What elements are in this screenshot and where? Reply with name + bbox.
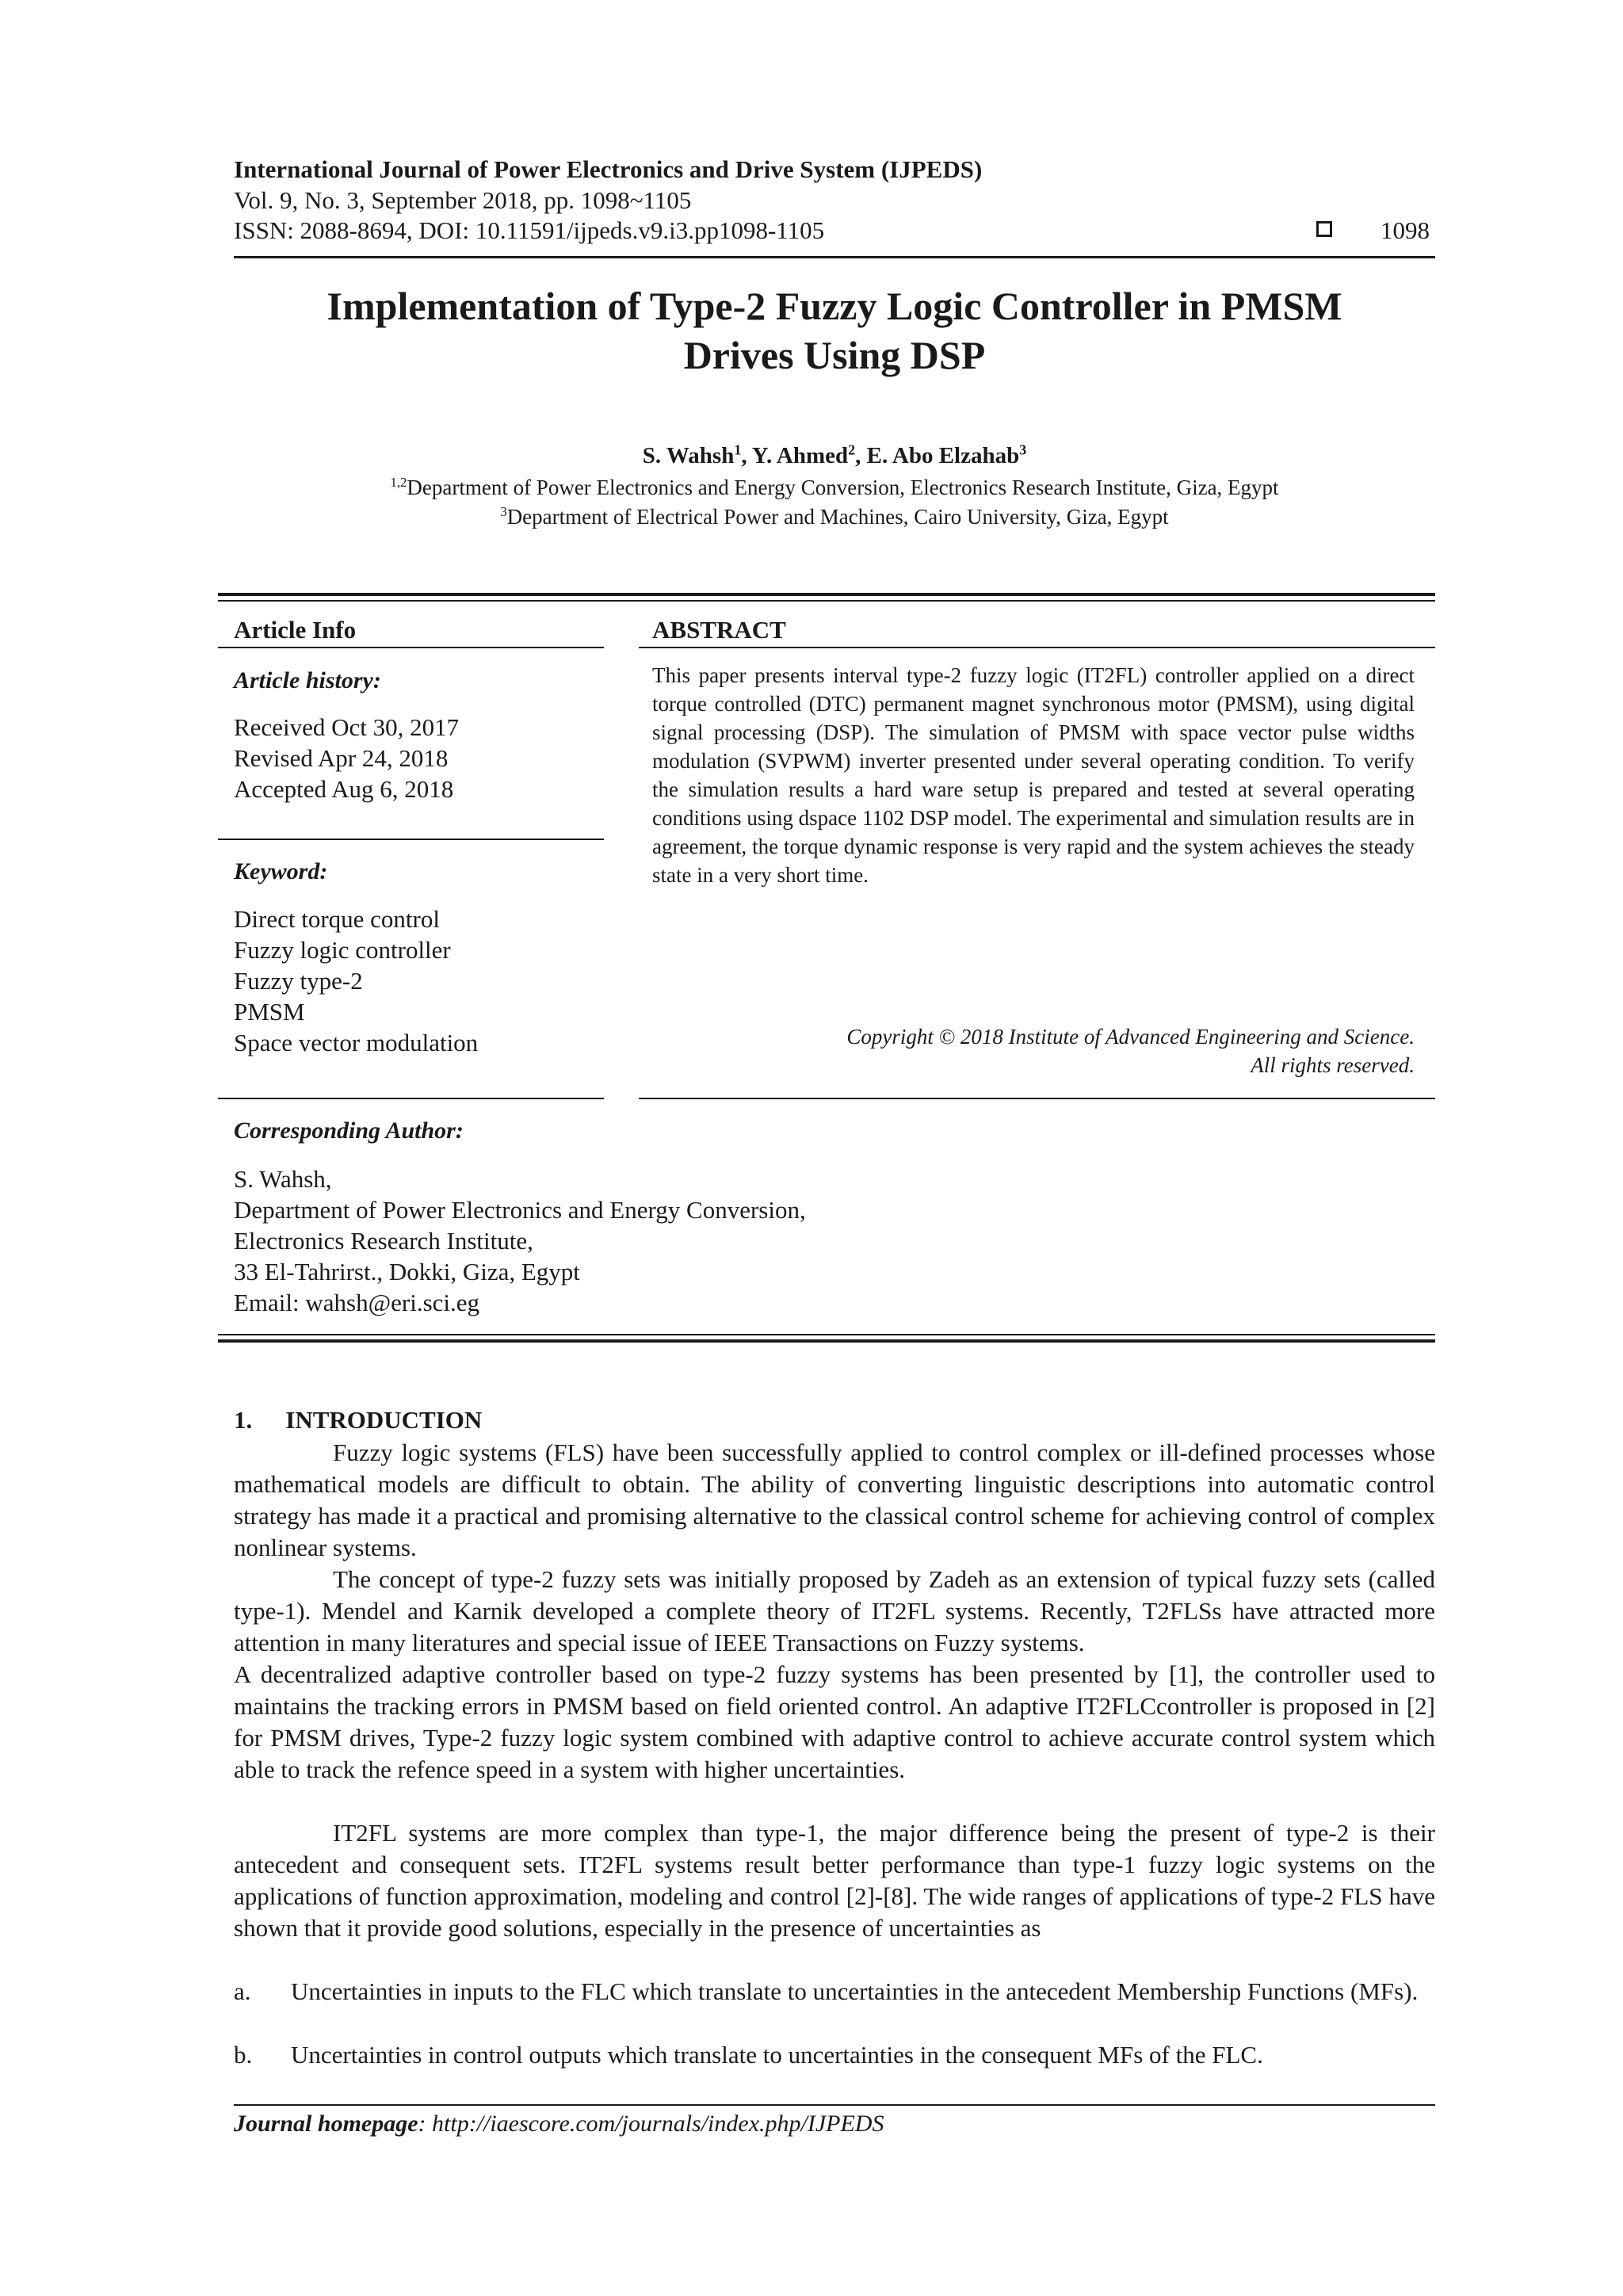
intro-heading-number: 1.: [234, 1406, 253, 1434]
article-history-heading: Article history:: [234, 667, 381, 693]
keyword-list: [234, 904, 478, 1058]
journal-homepage: [234, 2111, 884, 2137]
article-info-heading: Article Info: [234, 616, 357, 644]
author-list: [234, 443, 1435, 469]
paper-title: [234, 281, 1435, 380]
intro-paragraph-2: The concept of type-2 fuzzy sets was initially proposed by Zadeh as an extension of typical fuzzy sets (called type-1). Mendel and Karnik developed a complete theory of IT2FL systems. Recently, T2FLSs have attracted more attention in many literatures and special issue of IEEE Transactions on Fuzzy systems.: [234, 1565, 1435, 1656]
author-1-sup: 1: [734, 441, 742, 458]
abstract-bottom-rule: [639, 1098, 1435, 1099]
abstract-rule: [639, 647, 1435, 648]
keyword-bottom-rule: [218, 1098, 604, 1099]
keyword-item: Fuzzy logic controller: [234, 936, 451, 964]
journal-homepage-url[interactable]: : http://iaescore.com/journals/index.php/IJPEDS: [418, 2111, 884, 2137]
corresponding-name: S. Wahsh,: [234, 1165, 332, 1193]
infobox-bottom-rule: [218, 1339, 1435, 1343]
header-divider: [234, 256, 1435, 258]
infobox-top-rule: [218, 593, 1435, 596]
affiliation-1-text: Department of Power Electronics and Energy Conversion, Electronics Research Institute, Giza, Egypt: [407, 476, 1279, 499]
copyright-line: Copyright © 2018 Institute of Advanced Engineering and Science.: [846, 1025, 1415, 1049]
corresponding-address: 33 El-Tahrirst., Dokki, Giza, Egypt: [234, 1258, 580, 1286]
accepted-date: Accepted Aug 6, 2018: [234, 775, 454, 803]
abstract-heading: ABSTRACT: [652, 616, 786, 644]
intro-paragraph-3: A decentralized adaptive controller based on type-2 fuzzy systems has been presented by [1], the controller used to maintains the tracking errors in PMSM based on field oriented control. An adaptive IT2FLCcontroller is proposed in [2] for PMSM drives, Type-2 fuzzy logic system combined with adaptive control to achieve accurate control system which able to track the refence speed in a system with higher uncertainties.: [234, 1660, 1435, 1783]
author-1: S. Wahsh: [642, 443, 735, 468]
rights-line: All rights reserved.: [1251, 1053, 1415, 1077]
affiliation-2: [234, 505, 1435, 529]
journal-homepage-label: Journal homepage: [234, 2111, 418, 2137]
author-3: , E. Abo Elzahab: [855, 443, 1020, 468]
list-item-text: Uncertainties in control outputs which translate to uncertainties in the consequent MFs of the FLC.: [291, 2041, 1263, 2069]
keyword-item: PMSM: [234, 998, 305, 1026]
keyword-item: Space vector modulation: [234, 1029, 479, 1056]
checkbox-square-icon: [1316, 221, 1332, 237]
abstract-text: This paper presents interval type-2 fuzzy logic (IT2FL) controller applied on a direct torque controlled (DTC) permanent magnet synchronous motor (PMSM), using digital signal processing (DSP). The simulation of PMSM with space vector pulse widths modulation (SVPWM) inverter presented under several operating condition. To verify the simulation results a hard ware setup is prepared and tested at several operating conditions using dspace 1102 DSP model. The experimental and simulation results are in agreement, the torque dynamic response is very rapid and the system achieves the steady state in a very short time.: [652, 663, 1415, 887]
list-item: [234, 2039, 1435, 2071]
keyword-item: Fuzzy type-2: [234, 967, 363, 995]
title-line-2: Drives Using DSP: [683, 333, 986, 377]
corresponding-dept: Department of Power Electronics and Energy Conversion,: [234, 1196, 806, 1224]
affiliation-1-sup: 1,2: [390, 475, 407, 490]
corresponding-author-block: [234, 1163, 806, 1318]
corresponding-email: Email: wahsh@eri.sci.eg: [234, 1289, 480, 1316]
list-item-text: Uncertainties in inputs to the FLC which translate to uncertainties in the antecedent Membership Functions (MFs).: [291, 1977, 1419, 2005]
history-keyword-rule: [218, 839, 604, 840]
journal-name: International Journal of Power Electronics and Drive System (IJPEDS): [234, 155, 983, 183]
intro-heading-text: INTRODUCTION: [285, 1406, 483, 1434]
affiliation-2-text: Department of Electrical Power and Machines, Cairo University, Giza, Egypt: [506, 505, 1169, 529]
volume-line: Vol. 9, No. 3, September 2018, pp. 1098~1105: [234, 186, 692, 214]
intro-heading: [234, 1406, 482, 1435]
affiliation-1: [234, 476, 1435, 500]
footer-rule: [234, 2104, 1435, 2106]
title-line-1: Implementation of Type-2 Fuzzy Logic Controller in PMSM: [327, 284, 1342, 328]
page-number: 1098: [1381, 216, 1430, 244]
intro-paragraph-1: Fuzzy logic systems (FLS) have been successfully applied to control complex or ill-defined processes whose mathematical models are difficult to obtain. The ability of converting linguistic descriptions into automatic control strategy has made it a practical and promising alternative to the classical control scheme for achieving control of complex nonlinear systems.: [234, 1438, 1435, 1561]
keyword-heading: Keyword:: [234, 858, 328, 884]
keyword-item: Direct torque control: [234, 905, 440, 933]
article-history: [234, 712, 459, 804]
author-2-sup: 2: [848, 441, 856, 458]
infobox-bottom-rule-inner: [218, 1334, 1435, 1335]
affiliation-2-sup: 3: [500, 504, 507, 519]
corresponding-author-heading: Corresponding Author:: [234, 1117, 464, 1144]
list-item-label: b.: [234, 2041, 253, 2069]
infobox-top-rule-inner: [218, 600, 1435, 602]
intro-paragraph-4: IT2FL systems are more complex than type-1, the major difference being the present of type-2 is their antecedent and consequent sets. IT2FL systems result better performance than type-1 fuzzy logic systems on the applications of function approximation, modeling and control [2]-[8]. The wide ranges of applications of type-2 FLS have shown that it provide good solutions, especially in the presence of uncertainties as: [234, 1819, 1435, 1942]
author-2: , Y. Ahmed: [741, 443, 849, 468]
author-3-sup: 3: [1019, 441, 1027, 458]
article-info-rule: [218, 647, 604, 648]
list-item: [234, 1976, 1435, 2008]
revised-date: Revised Apr 24, 2018: [234, 744, 449, 772]
corresponding-institute: Electronics Research Institute,: [234, 1227, 533, 1255]
issn-doi-line: ISSN: 2088-8694, DOI: 10.11591/ijpeds.v9.i3.pp1098-1105: [234, 216, 825, 244]
received-date: Received Oct 30, 2017: [234, 713, 460, 741]
list-item-label: a.: [234, 1977, 251, 2005]
